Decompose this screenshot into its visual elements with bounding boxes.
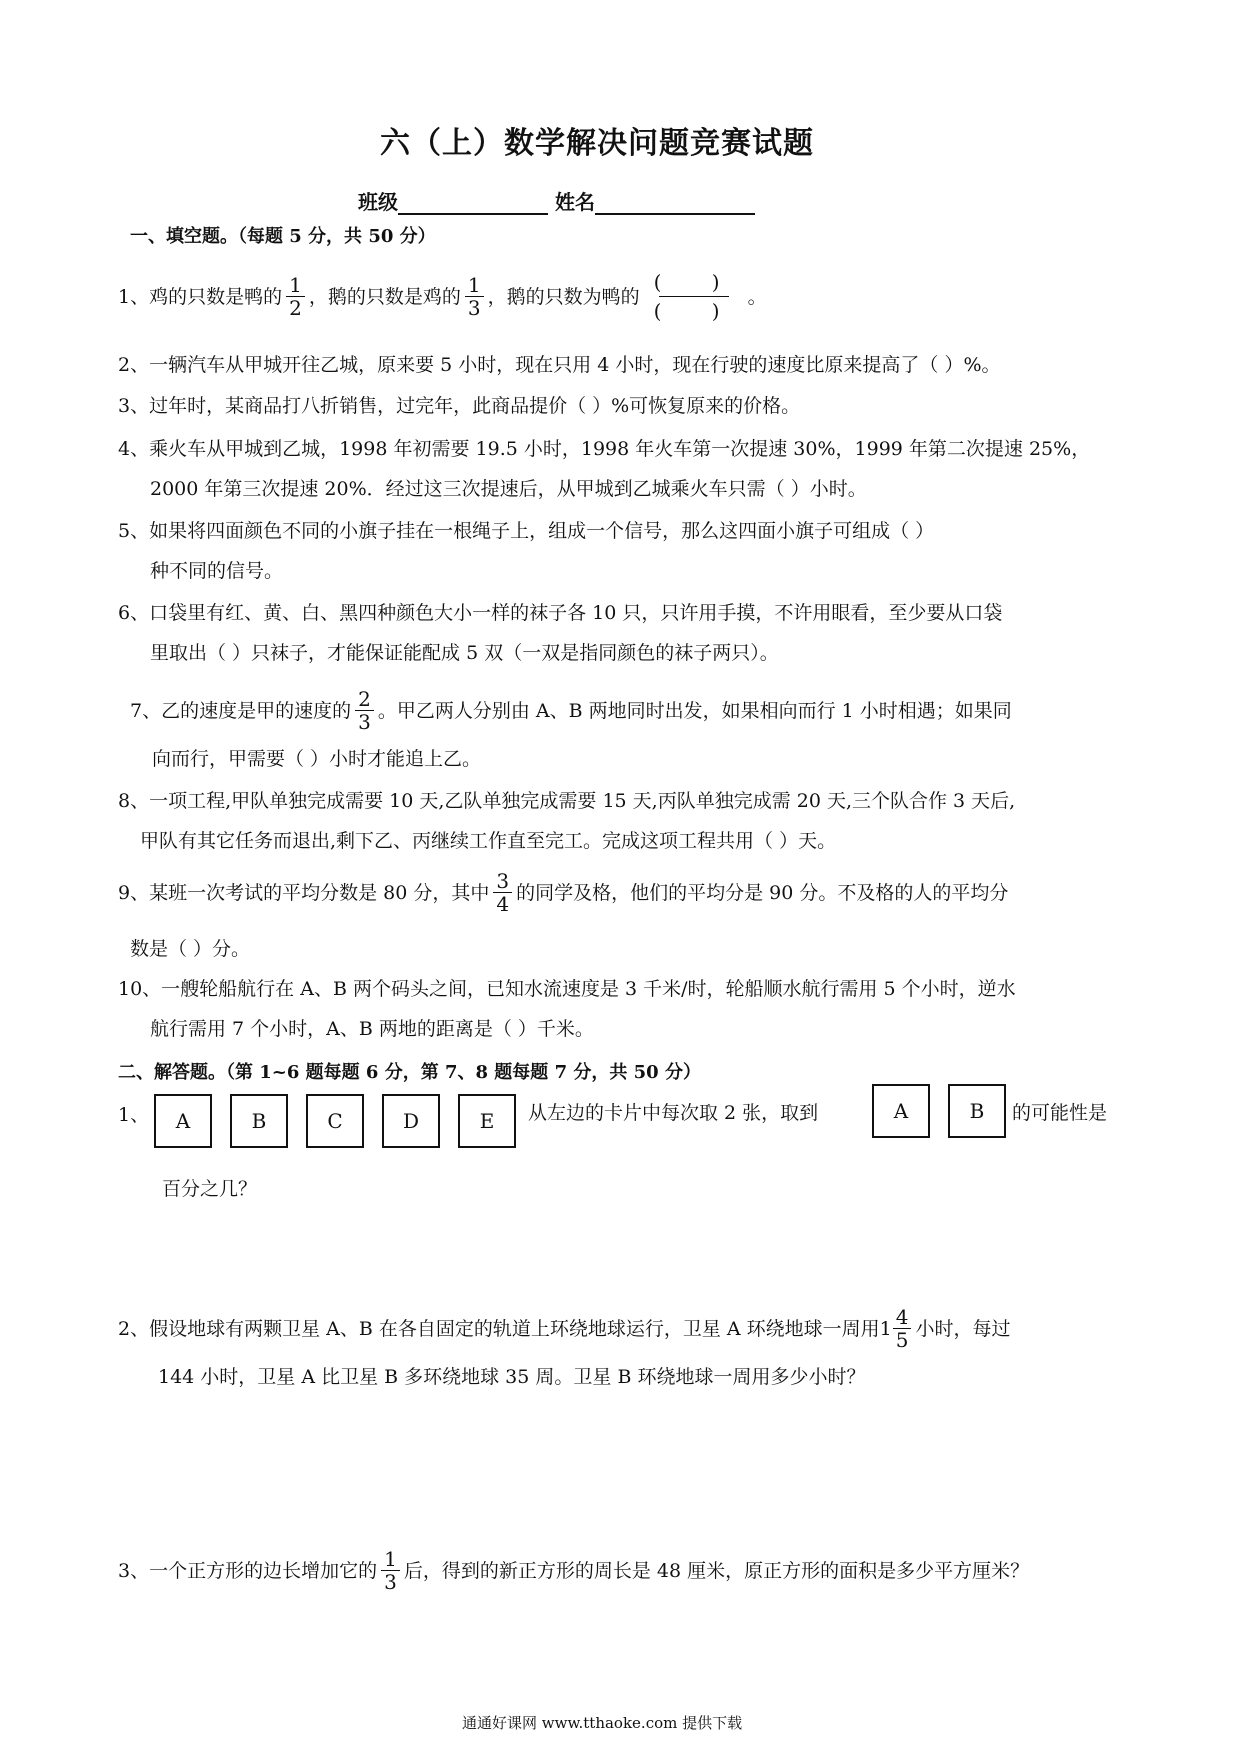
question-2-2 bbox=[118, 1306, 1011, 1351]
card-pick-a[interactable]: A bbox=[872, 1084, 930, 1138]
question-2-1-text: 从左边的卡片中每次取 2 张，取到 bbox=[528, 1102, 819, 1124]
question-1-9-cont: 数是（ ）分。 bbox=[130, 938, 251, 960]
page-title: 六（上）数学解决问题竞赛试题 bbox=[380, 126, 814, 161]
q1-text-a: 1、鸡的只数是鸭的 bbox=[118, 285, 283, 308]
question-1-2: 2、一辆汽车从甲城开往乙城，原来要 5 小时，现在只用 4 小时，现在行驶的速度比原来提高了（ ）%。 bbox=[118, 354, 1001, 376]
mixed-number-whole: 1 bbox=[879, 1317, 892, 1340]
q1-text-c: ，鹅的只数为鸭的 bbox=[487, 285, 640, 308]
section1-heading: 一、填空题。（每题 5 分，共 50 分） bbox=[130, 226, 436, 247]
question-1-4-cont: 2000 年第三次提速 20%．经过这三次提速后，从甲城到乙城乘火车只需（ ）小时。 bbox=[150, 478, 867, 500]
q9-text-b: 的同学及格，他们的平均分是 90 分。不及格的人的平均分 bbox=[516, 881, 1009, 904]
fraction: $\frac{2}{3}$ bbox=[355, 688, 374, 733]
q7-text-b: 。甲乙两人分别由 A、B 两地同时出发，如果相向而行 1 小时相遇；如果同 bbox=[377, 699, 1012, 722]
footer-credit: 通通好课网 www.tthaoke.com 提供下载 bbox=[462, 1714, 743, 1732]
question-2-3 bbox=[118, 1548, 1029, 1593]
card-c[interactable]: C bbox=[306, 1094, 364, 1148]
fraction: $\frac{4}{5}$ bbox=[893, 1306, 912, 1351]
question-1-6-cont: 里取出（ ）只袜子，才能保证能配成 5 双（一双是指同颜色的袜子两只）。 bbox=[150, 642, 779, 664]
question-1-5-cont: 种不同的信号。 bbox=[150, 560, 284, 582]
q3-text-b: 后，得到的新正方形的周长是 48 厘米，原正方形的面积是多少平方厘米？ bbox=[403, 1559, 1030, 1582]
section2-heading: 二、解答题。（第 1~6 题每题 6 分，第 7、8 题每题 7 分，共 50 分） bbox=[118, 1062, 701, 1083]
fraction: $\frac{1}{3}$ bbox=[465, 274, 484, 319]
question-2-1-cont: 百分之几？ bbox=[162, 1178, 258, 1200]
question-2-1-end: 的可能性是 bbox=[1012, 1102, 1108, 1124]
question-1-1 bbox=[118, 268, 767, 325]
q3-text-a: 3、一个正方形的边长增加它的 bbox=[118, 1559, 378, 1582]
q1-text-b: ，鹅的只数是鸡的 bbox=[308, 285, 461, 308]
card-a[interactable]: A bbox=[154, 1094, 212, 1148]
card-pick-b[interactable]: B bbox=[948, 1084, 1006, 1138]
q7-text-a: 7、乙的速度是甲的速度的 bbox=[130, 699, 352, 722]
question-1-4: 4、乘火车从甲城到乙城，1998 年初需要 19.5 小时，1998 年火车第一次提速 30%，1999 年第二次提速 25%， bbox=[118, 438, 1091, 460]
question-1-3: 3、过年时，某商品打八折销售，过完年，此商品提价（ ）%可恢复原来的价格。 bbox=[118, 395, 801, 417]
q9-text-a: 9、某班一次考试的平均分数是 80 分，其中 bbox=[118, 881, 490, 904]
question-1-7-cont: 向而行，甲需要（ ）小时才能追上乙。 bbox=[152, 748, 482, 770]
class-label: 班级 bbox=[358, 190, 398, 214]
fraction: $\frac{1}{2}$ bbox=[286, 274, 305, 319]
card-d[interactable]: D bbox=[382, 1094, 440, 1148]
question-1-7 bbox=[130, 688, 1012, 733]
q2-text-a: 2、假设地球有两颗卫星 A、B 在各自固定的轨道上环绕地球运行，卫星 A 环绕地球一周用 bbox=[118, 1317, 880, 1340]
question-1-5: 5、如果将四面颜色不同的小旗子挂在一根绳子上，组成一个信号，那么这四面小旗子可组成（ ） bbox=[118, 520, 935, 542]
q1-text-d: 。 bbox=[747, 285, 767, 308]
q2-text-b: 小时，每过 bbox=[915, 1317, 1011, 1340]
name-label: 姓名 bbox=[554, 190, 595, 214]
name-blank[interactable] bbox=[595, 191, 755, 215]
student-info bbox=[358, 186, 755, 215]
card-e[interactable]: E bbox=[458, 1094, 516, 1148]
class-blank[interactable] bbox=[398, 191, 548, 215]
fraction: $\frac{3}{4}$ bbox=[493, 870, 512, 915]
question-1-8: 8、一项工程,甲队单独完成需要 10 天,乙队单独完成需要 15 天,丙队单独完成需 20 天,三个队合作 3 天后, bbox=[118, 790, 1016, 812]
answer-fraction-blank[interactable]: ( ) ( ) bbox=[653, 270, 742, 323]
fraction: $\frac{1}{3}$ bbox=[381, 1548, 400, 1593]
question-1-10: 10、一艘轮船航行在 A、B 两个码头之间，已知水流速度是 3 千米/时，轮船顺水航行需用 5 个小时，逆水 bbox=[118, 978, 1016, 1000]
question-2-1-number: 1、 bbox=[118, 1104, 150, 1126]
question-1-9 bbox=[118, 870, 1008, 915]
question-1-8-cont: 甲队有其它任务而退出,剩下乙、丙继续工作直至完工。完成这项工程共用（ ）天。 bbox=[140, 830, 837, 852]
card-b[interactable]: B bbox=[230, 1094, 288, 1148]
question-1-6: 6、口袋里有红、黄、白、黑四种颜色大小一样的袜子各 10 只，只许用手摸，不许用眼看，至少要从口袋 bbox=[118, 602, 1003, 624]
question-2-2-cont: 144 小时，卫星 A 比卫星 B 多环绕地球 35 周。卫星 B 环绕地球一周用多少小时？ bbox=[158, 1366, 866, 1388]
question-1-10-cont: 航行需用 7 个小时，A、B 两地的距离是（ ）千米。 bbox=[150, 1018, 594, 1040]
